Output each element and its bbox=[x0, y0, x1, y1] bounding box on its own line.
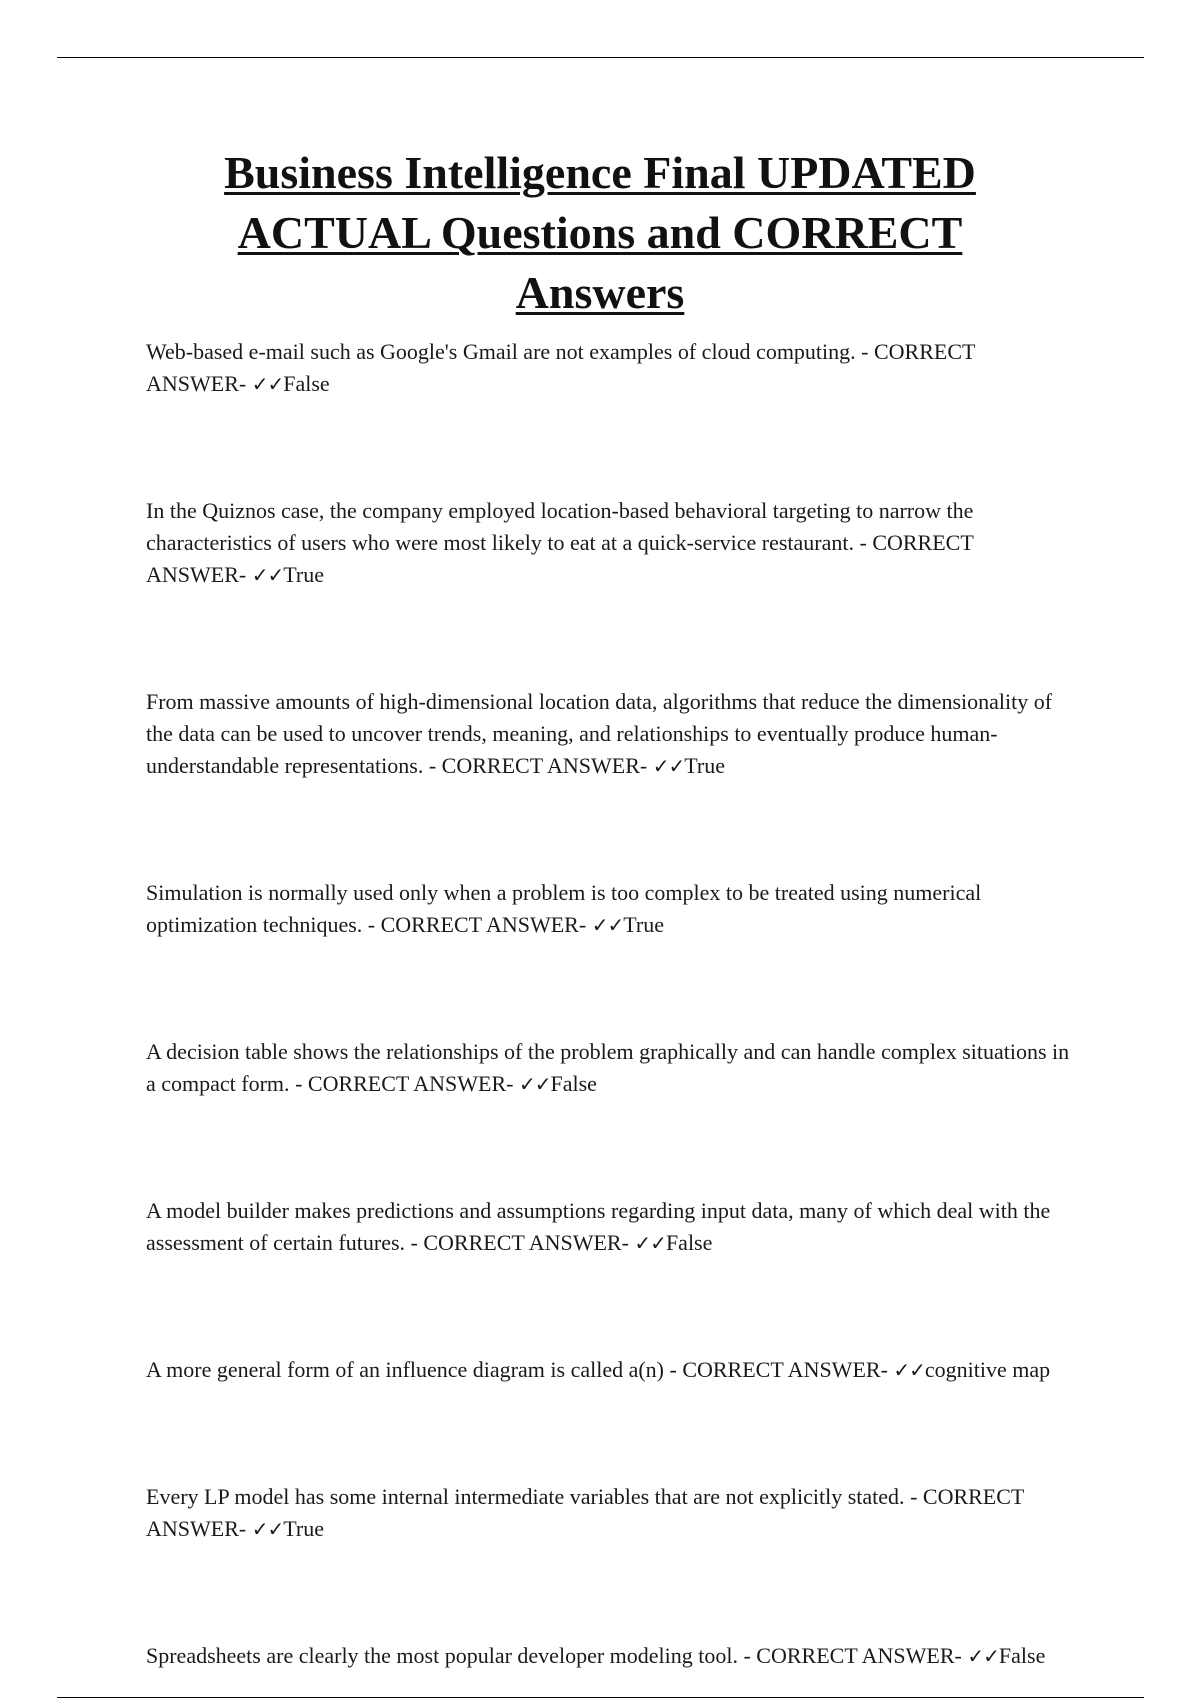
double-check-icon: ✓✓ bbox=[251, 1517, 284, 1541]
double-check-icon: ✓✓ bbox=[967, 1644, 999, 1668]
answer-prefix: - CORRECT ANSWER- bbox=[362, 912, 592, 937]
answer-prefix: - CORRECT ANSWER- bbox=[146, 1484, 1024, 1541]
question-text: A model builder makes predictions and assumptions regarding input data, many of which deal with the assessment of certain futures. bbox=[146, 1198, 1051, 1255]
double-check-icon: ✓✓ bbox=[893, 1358, 925, 1382]
answer-text: True bbox=[684, 753, 726, 778]
double-check-icon: ✓✓ bbox=[251, 372, 284, 396]
answer-text: False bbox=[550, 1071, 597, 1096]
qa-item bbox=[146, 1036, 1071, 1100]
qa-item bbox=[146, 877, 1071, 941]
answer-text: True bbox=[283, 562, 324, 587]
qa-item bbox=[146, 1354, 1071, 1386]
answer-prefix: - CORRECT ANSWER- bbox=[737, 1643, 968, 1668]
double-check-icon: ✓✓ bbox=[634, 1231, 666, 1255]
bottom-rule bbox=[57, 1697, 1144, 1698]
question-text: A more general form of an influence diagram is called a(n) bbox=[146, 1357, 664, 1382]
qa-item bbox=[146, 1195, 1071, 1259]
question-text: In the Quiznos case, the company employed location-based behavioral targeting to narrow the characteristics of users who were most likely to eat at a quick-service restaurant. bbox=[146, 498, 974, 555]
answer-text: False bbox=[283, 371, 330, 396]
answer-prefix: - CORRECT ANSWER- bbox=[664, 1357, 894, 1382]
qa-item bbox=[146, 1481, 1071, 1545]
qa-item bbox=[146, 495, 1071, 591]
answer-text: False bbox=[998, 1643, 1046, 1668]
question-text: Simulation is normally used only when a problem is too complex to be treated using numerical optimization techniques. bbox=[146, 880, 982, 937]
answer-prefix: - CORRECT ANSWER- bbox=[405, 1230, 635, 1255]
double-check-icon: ✓✓ bbox=[251, 563, 284, 587]
answer-text: True bbox=[283, 1516, 324, 1541]
question-text: From massive amounts of high-dimensional location data, algorithms that reduce the dimensionality of the data can be used to uncover trends, meaning, and relationships to eventually produce human-understandable representations. bbox=[146, 689, 1053, 778]
answer-prefix: - CORRECT ANSWER- bbox=[146, 530, 974, 587]
qa-item bbox=[146, 686, 1071, 782]
qa-item bbox=[146, 1640, 1071, 1672]
double-check-icon: ✓✓ bbox=[591, 913, 624, 937]
answer-prefix: - CORRECT ANSWER- bbox=[289, 1071, 519, 1096]
double-check-icon: ✓✓ bbox=[518, 1072, 551, 1096]
answer-prefix: - CORRECT ANSWER- bbox=[146, 339, 976, 396]
qa-item bbox=[146, 336, 1071, 400]
question-text: Web-based e-mail such as Google's Gmail are not examples of cloud computing. bbox=[146, 339, 856, 364]
top-rule bbox=[57, 57, 1144, 58]
question-text: A decision table shows the relationships of the problem graphically and can handle complex situations in a compact form. bbox=[146, 1039, 1070, 1096]
question-text: Every LP model has some internal intermediate variables that are not explicitly stated. bbox=[146, 1484, 905, 1509]
answer-text: False bbox=[665, 1230, 713, 1255]
document-title: Business Intelligence Final UPDATED ACTUAL Questions and CORRECT Answers bbox=[224, 147, 976, 318]
answer-text: True bbox=[623, 912, 664, 937]
question-text: Spreadsheets are clearly the most popular developer modeling tool. bbox=[146, 1643, 738, 1668]
answer-text: cognitive map bbox=[924, 1357, 1051, 1382]
qa-list bbox=[146, 336, 1071, 1672]
answer-prefix: - CORRECT ANSWER- bbox=[423, 753, 653, 778]
double-check-icon: ✓✓ bbox=[652, 754, 685, 778]
